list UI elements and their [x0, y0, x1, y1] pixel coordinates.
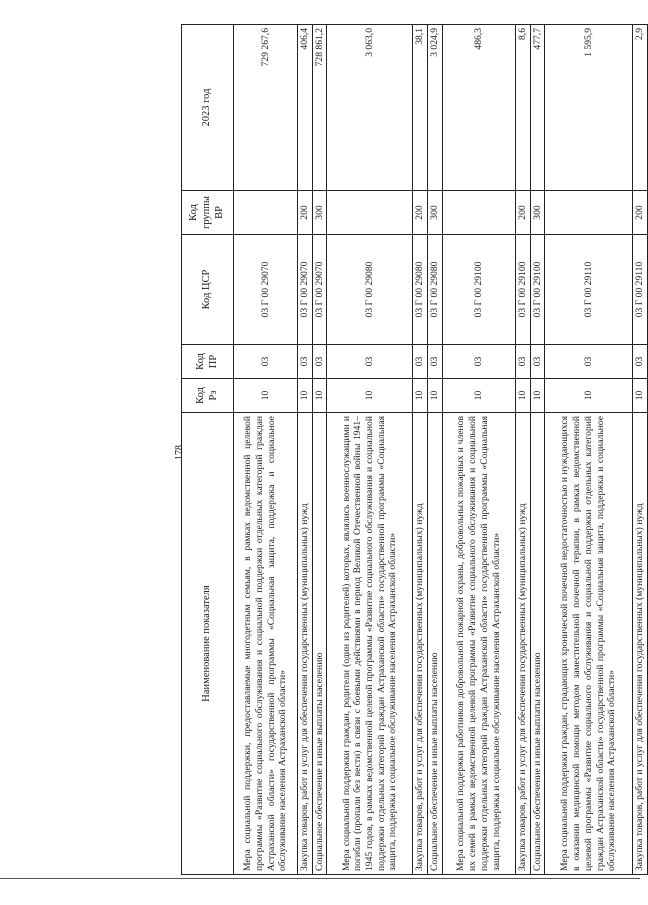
- row-name: Социальное обеспечение и иные выплаты населению: [530, 413, 545, 875]
- row-rz: 10: [312, 379, 327, 413]
- row-rz: 10: [633, 379, 648, 413]
- row-rz: 10: [298, 379, 313, 413]
- row-pr: 03: [633, 345, 648, 379]
- row-csr: 03 Г 00 29100: [515, 235, 530, 345]
- header-csr: Код ЦСР: [182, 235, 234, 345]
- row-vr: 300: [312, 191, 327, 235]
- row-pr: 03: [298, 345, 313, 379]
- row-vr: [327, 191, 413, 235]
- row-rz: 10: [327, 379, 413, 413]
- row-csr: 03 Г 00 29110: [633, 235, 648, 345]
- row-name: Закупка товаров, работ и услуг для обеспечения государственных (муниципальных) нужд: [298, 413, 313, 875]
- row-vr: 200: [298, 191, 313, 235]
- row-rz: 10: [515, 379, 530, 413]
- row-pr: 03: [530, 345, 545, 379]
- row-pr: 03: [312, 345, 327, 379]
- row-vr: [234, 191, 298, 235]
- table-row: [413, 25, 428, 875]
- budget-table: [181, 24, 648, 875]
- row-sum: 486,3: [442, 25, 515, 191]
- header-rz: Код Рз: [182, 379, 234, 413]
- header-pr: Код ПР: [182, 345, 234, 379]
- table-row: [515, 25, 530, 875]
- row-name: Мера социальной поддержки граждан, родители (один из родителей) которых, являлись военнослужащими и погибли (пропали без вести) в связи с боевыми действиями в период Великой Отечественной войны 1941–1945 годов, в рамках ведомственной целевой программы «Развитие социального обслуживания и социальной поддержки отдельных категорий граждан Астраханской области» государственной программы «Социальная защита, поддержка и социальное обслуживание населения Астраханской области»: [327, 413, 413, 875]
- row-csr: 03 Г 00 29080: [413, 235, 428, 345]
- table-row: [234, 25, 298, 875]
- row-pr: 03: [545, 345, 633, 379]
- row-csr: 03 Г 00 29070: [312, 235, 327, 345]
- row-name: Закупка товаров, работ и услуг для обеспечения государственных (муниципальных) нужд: [633, 413, 648, 875]
- row-name: Мера социальной поддержки работников добровольной пожарной охраны, добровольных пожарных и членов их семей в рамках ведомственной целевой программы «Развитие социального обслуживания и социальной поддержки отдельных категорий граждан Астраханской области» государственной программы «Социальная защита, поддержка и социальное обслуживание населения Астраханской области»: [442, 413, 515, 875]
- row-sum: 38,1: [413, 25, 428, 191]
- table-row: [530, 25, 545, 875]
- row-vr: 200: [633, 191, 648, 235]
- header-year: 2023 год: [182, 25, 234, 191]
- row-name: Мера социальной поддержки, предоставляемые многодетным семьям, в рамках ведомственной целевой программы «Развитие социального обслуживания и социальной поддержки отдельных категорий граждан Астраханской области» государственной программы «Социальная защита, поддержка и социальное обслуживание населения Астраханской области»: [234, 413, 298, 875]
- page-bottom-rule: [0, 878, 640, 879]
- header-vr: Код группы ВР: [182, 191, 234, 235]
- row-vr: 200: [413, 191, 428, 235]
- row-sum: 8,6: [515, 25, 530, 191]
- row-name: Закупка товаров, работ и услуг для обеспечения государственных (муниципальных) нужд: [413, 413, 428, 875]
- row-rz: 10: [545, 379, 633, 413]
- row-csr: 03 Г 00 29070: [298, 235, 313, 345]
- row-sum: 3 063,0: [327, 25, 413, 191]
- table-row: [327, 25, 413, 875]
- row-sum: 2,9: [633, 25, 648, 191]
- table-header-row: [182, 25, 234, 875]
- rotated-table-container: [181, 25, 646, 875]
- row-csr: 03 Г 00 29080: [428, 235, 443, 345]
- row-vr: 300: [428, 191, 443, 235]
- table-row: [428, 25, 443, 875]
- row-pr: 03: [428, 345, 443, 379]
- row-rz: 10: [442, 379, 515, 413]
- page-number: 178: [174, 445, 185, 460]
- row-sum: 729 267,6: [234, 25, 298, 191]
- row-sum: 3 024,9: [428, 25, 443, 191]
- row-pr: 03: [515, 345, 530, 379]
- table-row: [633, 25, 648, 875]
- row-sum: 406,4: [298, 25, 313, 191]
- row-vr: 200: [515, 191, 530, 235]
- row-rz: 10: [530, 379, 545, 413]
- row-vr: 300: [530, 191, 545, 235]
- row-csr: 03 Г 00 29100: [530, 235, 545, 345]
- table-row: [298, 25, 313, 875]
- row-pr: 03: [327, 345, 413, 379]
- row-rz: 10: [413, 379, 428, 413]
- row-sum: 477,7: [530, 25, 545, 191]
- table-row: [545, 25, 633, 875]
- row-pr: 03: [234, 345, 298, 379]
- table-row: [312, 25, 327, 875]
- header-name: Наименование показателя: [182, 413, 234, 875]
- row-rz: 10: [234, 379, 298, 413]
- row-csr: 03 Г 00 29110: [545, 235, 633, 345]
- row-name: Мера социальной поддержки граждан, страдающих хронической почечной недостаточностью и нуждающихся в оказании медицинской помощи методом заместительной почечной терапии, в рамках ведомственной целевой программы «Развитие социального обслуживания и социальной поддержки отдельных категорий граждан Астраханской области» государственной программы «Социальная защита, поддержка и социальное обслуживание населения Астраханской области»: [545, 413, 633, 875]
- row-name: Социальное обеспечение и иные выплаты населению: [312, 413, 327, 875]
- row-csr: 03 Г 00 29100: [442, 235, 515, 345]
- row-sum: 1 595,9: [545, 25, 633, 191]
- row-name: Закупка товаров, работ и услуг для обеспечения государственных (муниципальных) нужд: [515, 413, 530, 875]
- row-sum: 728 861,2: [312, 25, 327, 191]
- table-row: [442, 25, 515, 875]
- row-vr: [442, 191, 515, 235]
- row-pr: 03: [413, 345, 428, 379]
- row-csr: 03 Г 00 29070: [234, 235, 298, 345]
- row-pr: 03: [442, 345, 515, 379]
- row-vr: [545, 191, 633, 235]
- row-csr: 03 Г 00 29080: [327, 235, 413, 345]
- row-rz: 10: [428, 379, 443, 413]
- row-name: Социальное обеспечение и иные выплаты населению: [428, 413, 443, 875]
